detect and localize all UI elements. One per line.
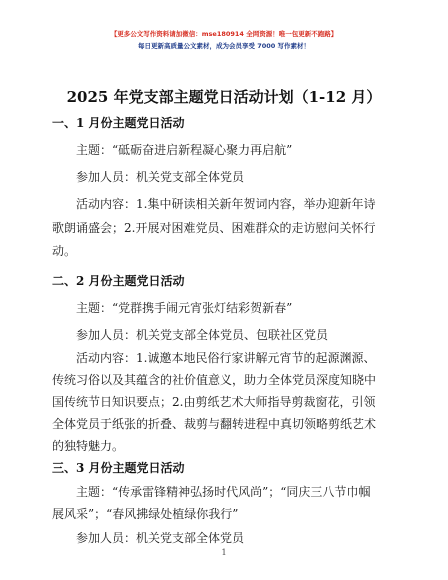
section-content-jan-line-1: 活动内容：1.集中研读相关新年贺词内容，举办迎新年诗: [76, 197, 376, 211]
section-content-feb-line-2: 传统习俗以及其蕴含的社价值意义，助力全体党员深度知晓中: [52, 373, 377, 387]
page-number: 1: [221, 548, 227, 557]
section-participants-jan: 参加人员：机关党支部全体党员: [76, 170, 245, 184]
section-theme-mar-line-2: 展风采”；“春风拂绿处植绿你我行”: [52, 507, 239, 521]
section-participants-feb: 参加人员：机关党支部全体党员、包联社区党员: [76, 328, 329, 342]
section-content-feb-line-5: 的独特魅力。: [52, 439, 125, 453]
section-content-feb-line-4: 全体党员于纸张的折叠、裁剪与翻转进程中真切领略剪纸艺术: [52, 417, 377, 431]
promo-banner-line-2: 每日更新高质量公文素材，成为会员享受 7000 写作素材！: [137, 42, 311, 50]
section-content-feb-line-3: 国传统节日知识要点；2.由剪纸艺术大师指导剪裁窗花，引领: [52, 395, 376, 409]
section-content-feb-line-1: 活动内容：1.诚邀本地民俗行家讲解元宵节的起源渊源、: [76, 351, 376, 365]
document-title: 2025 年党支部主题党日活动计划（1-12 月）: [66, 88, 382, 106]
section-heading-jan: 一、1 月份主题党日活动: [52, 116, 185, 130]
section-participants-mar: 参加人员：机关党支部全体党员: [76, 531, 245, 545]
section-theme-jan: 主题：“砥砺奋进启新程凝心聚力再启航”: [76, 143, 293, 157]
section-theme-feb: 主题：“党群携手闹元宵张灯结彩贺新春”: [76, 301, 293, 315]
section-content-jan-line-3: 动。: [52, 244, 77, 258]
section-theme-mar-line-1: 主题：“传承雷锋精神弘扬时代风尚”；“同庆三八节巾帼: [76, 485, 371, 499]
promo-banner-line-1: 【更多公文写作资料请加微信：mse180914 全网资源！唯一包更新不跑路】: [110, 30, 338, 38]
section-content-jan-line-2: 歌朗诵盛会；2.开展对困难党员、困难群众的走访慰问关怀行: [52, 221, 376, 235]
section-heading-feb: 二、2 月份主题党日活动: [52, 274, 185, 288]
section-heading-mar: 三、3 月份主题党日活动: [52, 461, 185, 475]
